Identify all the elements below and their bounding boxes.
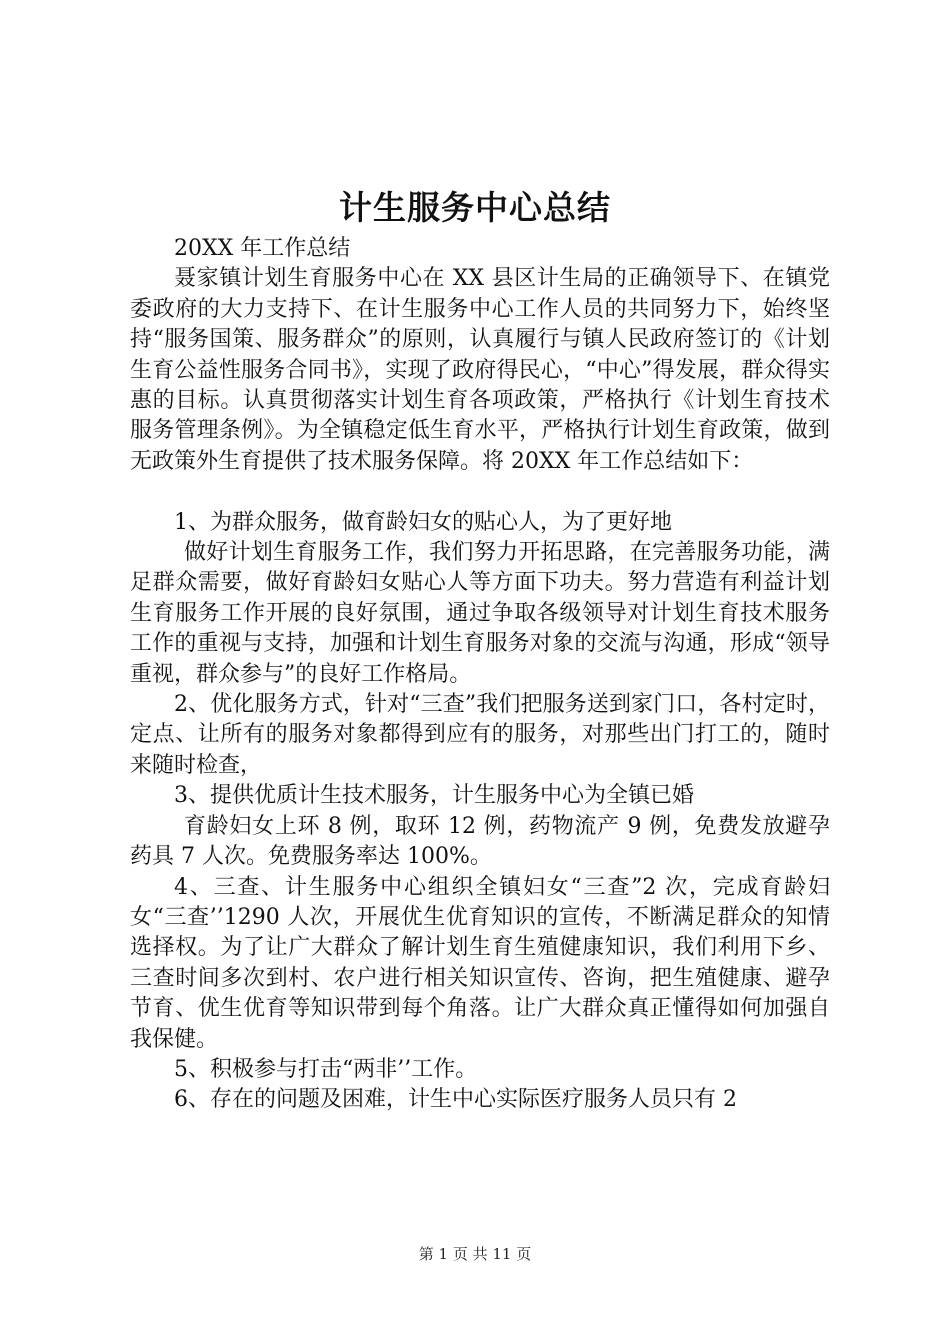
item3-heading: 3、提供优质计生技术服务，计生服务中心为全镇已婚 [174, 783, 694, 809]
item1-heading: 1、为群众服务，做育龄妇女的贴心人，为了更好地 [174, 509, 672, 535]
intro-paragraph: 聂家镇计划生育服务中心在 XX 县区计生局的正确领导下、在镇党委政府的大力支持下、在计生服务中心工作人员的共同努力下，始终坚持“服务国策、服务群众”的原则，认真履行与镇人民政府签订的《计划生育公益性服务合同书》，实现了政府得民心，“中心”得发展，群众得实惠的目标。认真贯彻落实计划生育各项政策，严格执行《计划生育技术服务管理条例》。为全镇稳定低生育水平，严格执行计划生育政策，做到无政策外生育提供了技术服务保障。将 20XX 年工作总结如下： [130, 266, 830, 474]
item6-paragraph: 6、存在的问题及困难，计生中心实际医疗服务人员只有 2 [174, 1087, 737, 1113]
item4-paragraph: 4、三查、计生服务中心组织全镇妇女“三查”2 次，完成育龄妇女“三查’’1290 人次，开展优生优育知识的宣传，不断满足群众的知情选择权。为了让广大群众了解计划生育生殖健康知识，我们利用下乡、三查时间多次到村、农户进行相关知识宣传、咨询，把生殖健康、避孕节育、优生优育等知识带到每个角落。让广大群众真正懂得如何加强自我保健。 [130, 874, 830, 1052]
page-title: 计生服务中心总结 [339, 188, 611, 227]
paragraph-gap [130, 477, 830, 507]
item3-body: 育龄妇女上环 8 例，取环 12 例，药物流产 9 例，免费发放避孕药具 7 人次。免费服务率达 100%。 [130, 813, 830, 870]
item5-paragraph: 5、积极参与打击“两非’’工作。 [174, 1056, 478, 1082]
item1-body: 做好计划生育服务工作，我们努力开拓思路，在完善服务功能，满足群众需要，做好育龄妇女贴心人等方面下功夫。努力营造有利益计划生育服务工作开展的良好氛围，通过争取各级领导对计划生育技术服务工作的重视与支持，加强和计划生育服务对象的交流与沟通，形成“领导重视，群众参与”的良好工作格局。 [130, 540, 830, 687]
subtitle-paragraph: 20XX 年工作总结 [174, 236, 351, 261]
item2-paragraph: 2、优化服务方式，针对“三查”我们把服务送到家门口，各村定时，定点、让所有的服务对象都得到应有的服务，对那些出门打工的，随时来随时检查， [130, 692, 830, 778]
document-body [130, 234, 830, 1116]
page-indicator: 第 1 页 共 11 页 [418, 1245, 532, 1263]
